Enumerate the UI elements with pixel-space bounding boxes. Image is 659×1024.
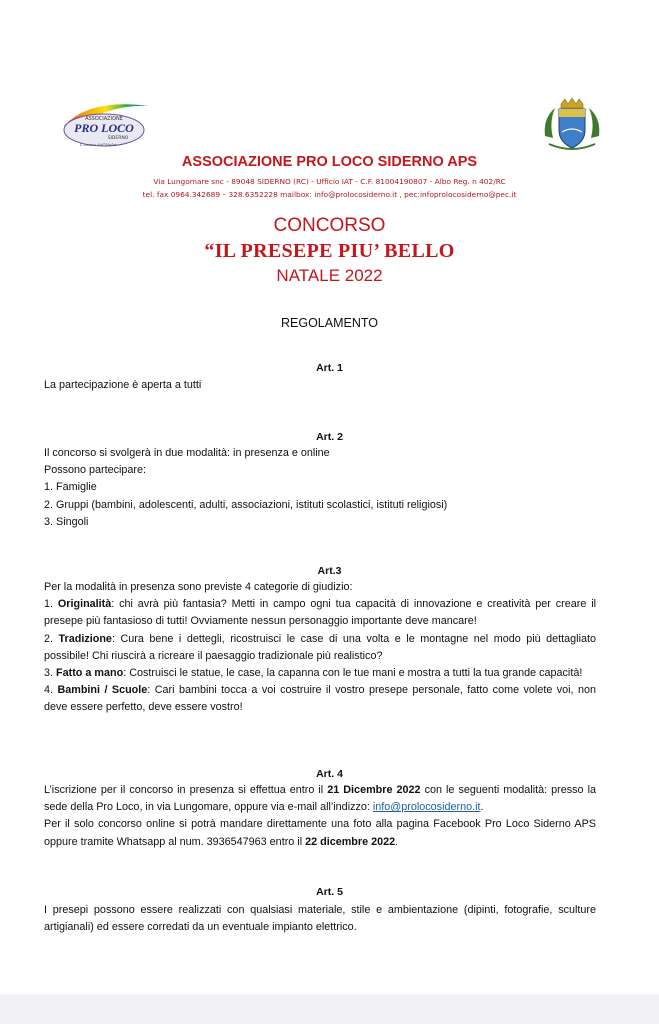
- pro-loco-logo: [60, 96, 152, 154]
- art1-text: La partecipazione è aperta a tutti: [44, 379, 202, 391]
- art4-body: [44, 782, 596, 851]
- art3-category-item: 2. Tradizione: Cura bene i dettegli, ricostruisci le case di una volta e le montagne nel modo più dettagliato possibile! Chi riuscirà a ricreare il paesaggio tradizionale più realistico?: [44, 632, 596, 662]
- category-label: Tradizione: [58, 632, 112, 645]
- art2-line: Possono partecipare:: [44, 464, 147, 477]
- art4-paragraph-presenza: L’iscrizione per il concorso in presenza si effettua entro il 21 Dicembre 2022 con le seguenti modalità: presso la sede della Pro Loco, in via Lungomare, oppure via e-mail all’indizzo: info@prolocosiderno.it.: [44, 784, 596, 814]
- svg-text:L'anima dell'Italia: L'anima dell'Italia: [79, 142, 117, 147]
- viewer-bottom-strip: [0, 994, 659, 1024]
- art4-title: Art. 4: [316, 768, 343, 780]
- art2-list-item: 2. Gruppi (bambini, adolescenti, adulti, associazioni, istituti scolastici, istituti religiosi): [44, 498, 448, 511]
- art5-title: Art. 5: [316, 886, 343, 898]
- art3-category-item: 3. Fatto a mano: Costruisci le statue, le case, la capanna con le tue mani e mostra a tutti la tua grande capacità!: [44, 667, 583, 680]
- art5-text: I presepi possono essere realizzati con qualsiasi materiale, stile e ambientazione (dipinti, fotografie, sculture artigianali) ed essere corredati da un eventuale impianto elettrico.: [44, 904, 596, 934]
- contest-label: CONCORSO: [273, 215, 386, 236]
- category-label: Bambini / Scuole: [57, 684, 148, 697]
- association-contacts: tel. fax 0964.342689 – 328.6352228 mailbox: info@prolocosiderno.it , pec:infoprolocosiderno@pec.it: [142, 190, 517, 199]
- art3-category-item: 1. Originalità: chi avrà più fantasia? Metti in campo ogni tua capacità di innovazione e creatività per creare il presepe più fantasioso di tutti! Ovviamente nessun personaggio importante deve mancare!: [44, 598, 596, 628]
- art3-intro: Per la modalità in presenza sono previste 4 categorie di giudizio:: [44, 581, 353, 593]
- category-label: Originalità: [57, 598, 112, 611]
- art2-body: [44, 445, 596, 531]
- art3-category-item: 4. Bambini / Scuole: Cari bambini tocca a voi costruire il vostro presepe personale, fatto come volete voi, non deve essere perfetto, deve essere vostro!: [44, 684, 596, 714]
- art2-line: Il concorso si svolgerà in due modalità: in presenza e online: [44, 447, 330, 459]
- contest-title: “IL PRESEPE PIU’ BELLO: [204, 240, 455, 262]
- deadline-date: 21 Dicembre 2022: [327, 784, 421, 796]
- contest-year: NATALE 2022: [276, 266, 383, 285]
- deadline-date: 22 dicembre 2022: [305, 835, 396, 848]
- email-link[interactable]: info@prolocosiderno.it: [372, 801, 481, 814]
- art1-title: Art. 1: [316, 362, 343, 374]
- art2-title: Art. 2: [316, 431, 343, 443]
- association-address: Via Lungomare snc - 89048 SIDERNO (RC) - Ufficio IAT - C.F. 81004190807 - Albo Reg. n 402/RC: [153, 177, 506, 186]
- association-name: ASSOCIAZIONE PRO LOCO SIDERNO APS: [181, 154, 478, 170]
- svg-text:PRO LOCO: PRO LOCO: [74, 121, 134, 135]
- city-crest-emblem: [539, 98, 605, 154]
- art2-list-item: 3. Singoli: [44, 515, 89, 528]
- svg-text:ASSOCIAZIONE: ASSOCIAZIONE: [85, 116, 123, 122]
- category-label: Fatto a mano: [56, 667, 124, 680]
- art3-title: Art.3: [317, 565, 342, 577]
- art2-list-item: 1. Famiglie: [44, 481, 97, 494]
- svg-text:SIDERNO: SIDERNO: [107, 136, 129, 141]
- regulation-heading: REGOLAMENTO: [280, 316, 378, 330]
- art4-paragraph-online: Per il solo concorso online si potrà mandare direttamente una foto alla pagina Facebook Pro Loco Siderno APS oppure tramite Whatsapp al num. 3936547963 entro il 22 dicembre 2022.: [44, 818, 596, 848]
- art3-body: [44, 579, 596, 717]
